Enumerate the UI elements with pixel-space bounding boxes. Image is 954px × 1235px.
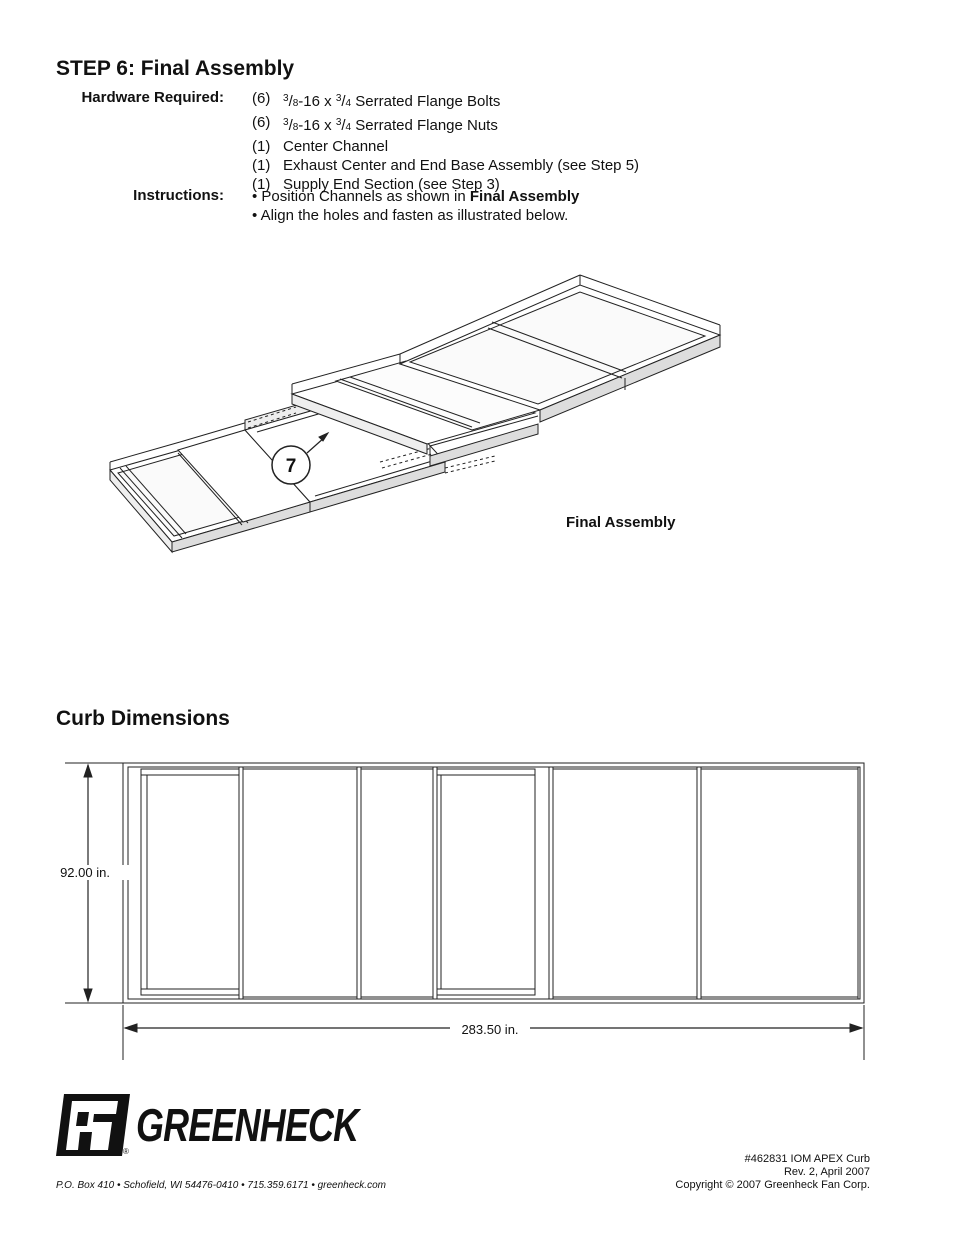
doc-revision: Rev. 2, April 2007 — [783, 1166, 870, 1178]
hardware-qty: (6) — [252, 114, 271, 131]
hardware-label: Hardware Required: — [81, 89, 224, 106]
figure-caption: Final Assembly — [566, 514, 676, 531]
final-assembly-drawing — [100, 270, 750, 555]
brand-name: GREENHECK — [136, 1099, 359, 1151]
registered-mark: ® — [123, 1147, 129, 1156]
instruction-item: • Position Channels as shown in Final Assembly — [252, 188, 580, 205]
doc-copyright: Copyright © 2007 Greenheck Fan Corp. — [675, 1179, 870, 1191]
instruction-item: • Align the holes and fasten as illustrated below. — [252, 207, 569, 224]
doc-number: #462831 IOM APEX Curb — [744, 1153, 870, 1165]
width-dimension-label: 283.50 in. — [450, 1022, 530, 1037]
arrow-down-icon — [84, 989, 92, 1001]
hardware-item — [252, 113, 639, 137]
hardware-qty: (6) — [252, 90, 271, 107]
curb-outline — [123, 763, 864, 1003]
document-info — [675, 1153, 870, 1192]
hardware-desc: Supply End Section (see Step 3) — [283, 176, 500, 193]
curb-title: Curb Dimensions — [56, 707, 230, 730]
hardware-item — [252, 89, 639, 113]
instructions-label: Instructions: — [133, 187, 224, 204]
curb-dimensions-drawing — [55, 755, 875, 1065]
hardware-item — [252, 137, 639, 156]
arrow-right-icon — [850, 1024, 862, 1032]
step-title: STEP 6: Final Assembly — [56, 57, 295, 80]
height-dimension-label: 92.00 in. — [40, 865, 130, 880]
hardware-qty: (1) — [252, 157, 271, 174]
instructions-list — [252, 187, 579, 225]
hardware-list — [252, 89, 639, 194]
company-address: P.O. Box 410 • Schofield, WI 54476-0410 • 715.359.6171 • greenheck.com — [56, 1180, 386, 1191]
hardware-desc: $^3$/8-16 x $^3$/4 Serrated Flange Nuts — [283, 117, 498, 134]
callout-number: 7 — [285, 456, 297, 477]
hardware-qty: (1) — [252, 138, 271, 155]
arrow-up-icon — [84, 765, 92, 777]
hardware-qty: (1) — [252, 176, 271, 193]
hardware-desc: Center Channel — [283, 138, 389, 155]
arrow-left-icon — [125, 1024, 137, 1032]
hardware-item — [252, 156, 639, 175]
hardware-desc: Exhaust Center and End Base Assembly (see Step 5) — [283, 157, 640, 174]
hardware-desc: $^3$/8-16 x $^3$/4 Serrated Flange Bolts — [283, 93, 501, 110]
